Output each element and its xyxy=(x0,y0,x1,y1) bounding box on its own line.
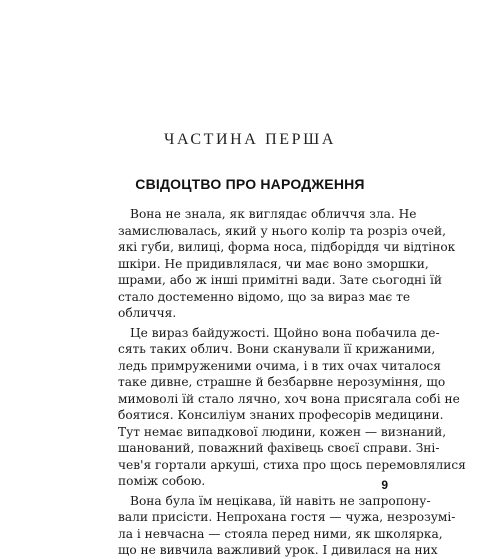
text-line: Це вираз байдужості. Щойно вона побачила де- xyxy=(130,325,440,340)
paragraph xyxy=(118,206,456,322)
page-number: 9 xyxy=(381,478,388,492)
text-line: мимоволі їй стало лячно, хоч вона присягала собі не xyxy=(118,391,460,406)
paragraph xyxy=(118,493,456,559)
text-line: стало достеменно відомо, що за вираз має те xyxy=(118,289,411,304)
text-line: шрами, або ж інші примітні вади. Зате сьогодні їй xyxy=(118,273,442,287)
text-line: боятися. Консиліум знаних професорів медицини. xyxy=(118,408,444,422)
text-line: сять таких облич. Вони сканували її крижаними, xyxy=(118,342,436,356)
body-text xyxy=(118,206,466,559)
text-line: вали присісти. Непрохана гостя — чужа, незрозумі- xyxy=(118,510,456,524)
paragraph xyxy=(118,325,466,490)
text-line: обличчя. xyxy=(118,306,177,320)
part-title: ЧАСТИНА ПЕРША xyxy=(164,131,336,148)
text-line: таке дивне, страшне й безбарвне нерозуміння, що xyxy=(118,375,446,389)
text-line: шкіри. Не придивлялася, чи має воно зморшки, xyxy=(118,256,429,271)
text-line: Вона була їм нецікава, їй навіть не запропону- xyxy=(130,493,431,508)
chapter-title: СВІДОЦТВО ПРО НАРОДЖЕННЯ xyxy=(135,176,365,192)
text-line: замислювалась, який у нього колір та розріз очей, xyxy=(118,223,446,238)
text-line: які губи, вилиці, форма носа, підборіддя чи відтінок xyxy=(118,240,456,254)
text-line: поміж собою. xyxy=(118,474,206,488)
text-line: ла і невчасна — стояла перед ними, як школярка, xyxy=(118,526,443,541)
text-line: що не вивчила важливий урок. І дивилася на них xyxy=(118,543,438,557)
text-line: ледь примруженими очима, і в тих очах читалося xyxy=(118,358,441,373)
text-line: чев'я гортали аркуші, стиха про щось перемовлялися xyxy=(118,457,466,472)
text-line: Вона не знала, як виглядає обличчя зла. Не xyxy=(130,207,417,221)
text-line: Тут немає випадкової людини, кожен — визнаний, xyxy=(118,424,447,439)
text-line: шанований, поважний фахівець своєї справи. Зні- xyxy=(118,441,440,455)
